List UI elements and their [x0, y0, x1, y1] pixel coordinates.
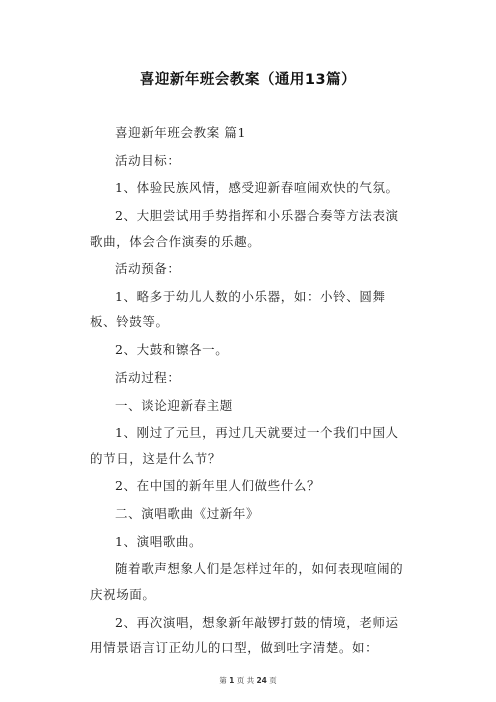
paragraph: 活动预备： [115, 261, 181, 277]
paragraph: 一、谈论迎新春主题 [115, 397, 233, 413]
footer-suffix: 页 [269, 676, 277, 685]
paragraph: 1、体验民族风情，感受迎新春喧闹欢快的气氛。 [115, 180, 399, 196]
paragraph: 二、演唱歌曲《过新年》 [115, 506, 260, 522]
footer-prefix: 第 [219, 676, 227, 685]
paragraph: 2、大胆尝试用手势指挥和小乐器合奏等方法表演歌曲，体会合作演奏的乐趣。 [90, 208, 399, 249]
paragraph: 活动过程： [115, 369, 181, 385]
paragraph: 2、大鼓和镲各一。 [115, 342, 229, 358]
section-heading: 喜迎新年班会教案 篇1 [115, 125, 247, 140]
paragraph: 活动目标： [115, 152, 181, 168]
paragraph: 1、演唱歌曲。 [115, 533, 203, 549]
page-footer [0, 675, 496, 686]
document-body [90, 120, 408, 663]
paragraph: 2、再次演唱，想象新年敲锣打鼓的情境，老师运用情景语言订正幼儿的口型，做到吐字清楚。如： [90, 614, 399, 656]
footer-total-pages: 24 [256, 676, 267, 685]
footer-current-page: 1 [229, 676, 235, 685]
document-title: 喜迎新年班会教案（通用13篇） [139, 72, 357, 88]
paragraph: 随着歌声想象人们是怎样过年的，如何表现喧闹的庆祝场面。 [90, 561, 404, 602]
footer-middle: 页 共 [236, 676, 255, 685]
paragraph: 1、略多于幼儿人数的小乐器，如：小铃、圆舞板、铃鼓等。 [90, 288, 386, 330]
paragraph: 1、刚过了元旦，再过几天就要过一个我们中国人的节日，这是什么节？ [90, 425, 399, 466]
paragraph: 2、在中国的新年里人们做些什么？ [115, 478, 321, 494]
